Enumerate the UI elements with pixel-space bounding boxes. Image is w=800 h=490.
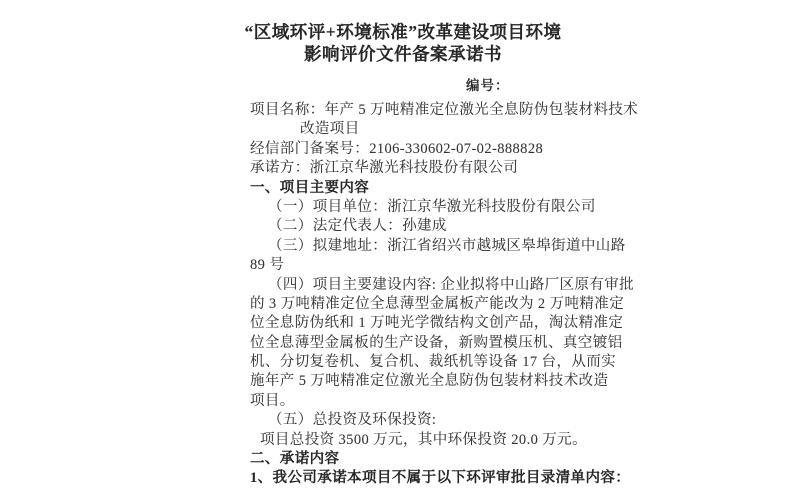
item-construction-content-line: 机、分切复卷机、复合机、裁纸机等设备 17 台，从而实	[250, 354, 617, 371]
field-project-name-cont: 改造项目	[300, 121, 360, 138]
item-investment-detail: 项目总投资 3500 万元，其中环保投资 20.0 万元。	[260, 431, 587, 448]
item-construction-content: （四）项目主要建设内容: 企业拟将中山路厂区原有审批	[268, 276, 635, 293]
serial-number-label: 编号：	[466, 78, 510, 93]
document-body	[250, 101, 680, 489]
item-construction-content-line: 项目。	[250, 392, 295, 409]
item-construction-content-line: 位全息防伪纸和 1 万吨光学微结构文创产品，淘汰精准定	[250, 315, 624, 332]
field-project-name: 项目名称：年产 5 万吨精准定位激光全息防伪包装材料技术	[250, 102, 639, 118]
document-title-line-1: “区域环评+环境标准”改革建设项目环境	[244, 22, 562, 42]
commitment-item-1: 1、我公司承诺本项目不属于以下环评审批目录清单内容：	[250, 470, 631, 487]
item-site-address: （三）拟建地址：浙江省绍兴市越城区皋埠街道中山路	[268, 237, 626, 254]
section-heading-2: 二、承诺内容	[250, 451, 340, 468]
item-construction-content-line: 的 3 万吨精准定位全息薄型金属板产能改为 2 万吨精准定	[250, 295, 625, 312]
item-construction-content-line: 位全息薄型金属板的生产设备，新购置模压机、真空镀铝	[250, 334, 623, 351]
document-title-line-2: 影响评价文件备案承诺书	[304, 43, 502, 64]
section-heading-1: 一、项目主要内容	[250, 179, 370, 196]
field-filing-number: 经信部门备案号：2106-330602-07-02-888828	[250, 140, 544, 157]
document-title	[240, 22, 566, 65]
field-promisor: 承诺方：浙江京华激光科技股份有限公司	[250, 160, 519, 177]
item-site-address-cont: 89 号	[250, 257, 285, 274]
item-construction-content-line: 施年产 5 万吨精准定位激光全息防伪包装材料技术改造	[250, 373, 609, 390]
item-investment-heading: （五）总投资及环保投资:	[268, 412, 437, 429]
item-legal-rep: （二）法定代表人：孙建成	[268, 218, 447, 235]
item-project-unit: （一）项目单位：浙江京华激光科技股份有限公司	[268, 198, 596, 215]
